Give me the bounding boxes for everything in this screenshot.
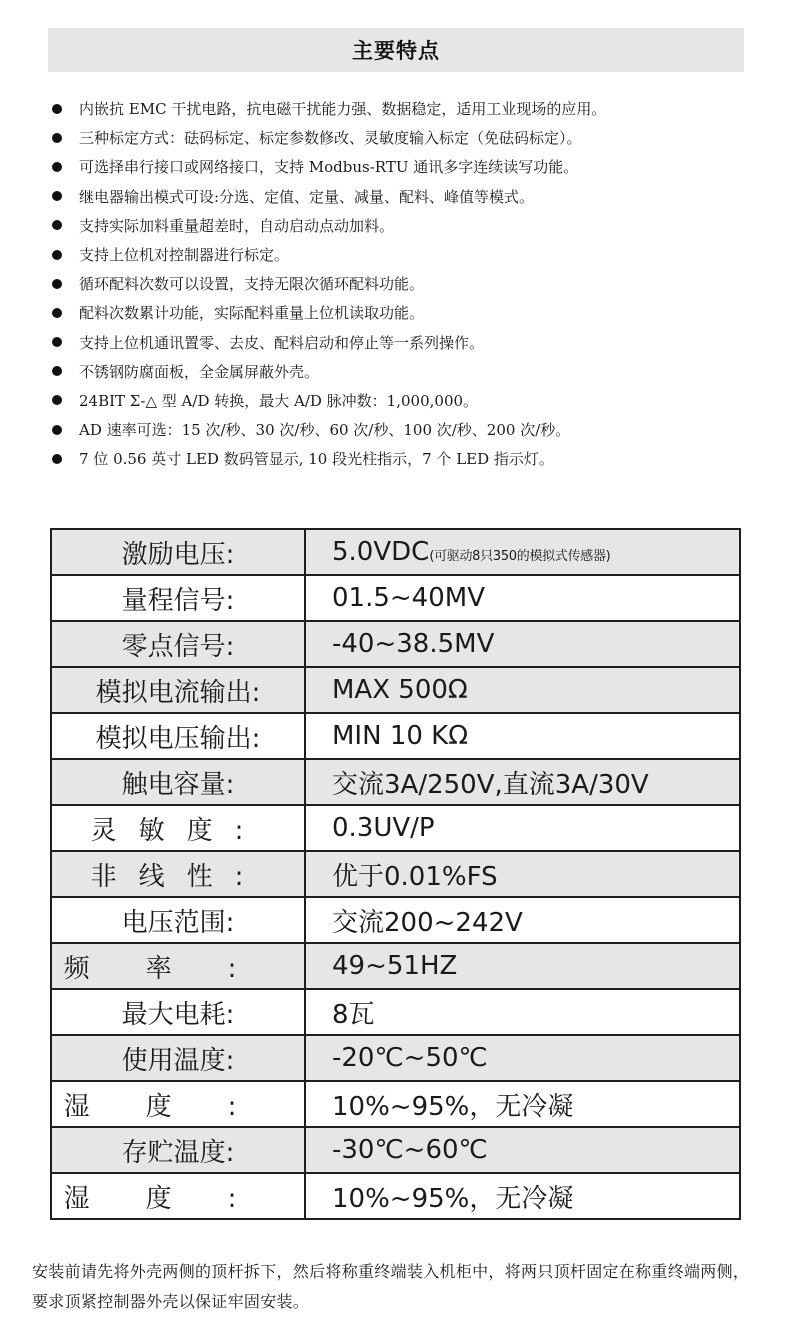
bullet-icon xyxy=(52,308,62,318)
bullet-icon xyxy=(52,337,62,347)
feature-item xyxy=(52,152,772,181)
spec-key-cell xyxy=(51,759,305,805)
spec-value: 10%~95%，无冷凝 xyxy=(332,1183,574,1214)
spec-row xyxy=(51,943,740,989)
spec-key: 最大电耗: xyxy=(121,999,235,1030)
feature-text: 支持实际加料重量超差时，自动启动点动加料。 xyxy=(79,216,395,235)
feature-text: 配料次数累计功能，实际配料重量上位机读取功能。 xyxy=(79,304,425,323)
feature-item xyxy=(52,328,772,357)
bullet-icon xyxy=(52,425,62,435)
spec-key-cell xyxy=(51,667,305,713)
installation-note: 安装前请先将外壳两侧的顶杆拆下，然后将称重终端装入机柜中，将两只顶杆固定在称重终端两侧，要求顶紧控制器外壳以保证牢固安装。 xyxy=(32,1262,750,1311)
spec-key-cell xyxy=(51,1173,305,1219)
feature-item xyxy=(52,211,772,240)
spec-key-cell xyxy=(51,621,305,667)
spec-key: 频率: xyxy=(63,953,293,984)
feature-text: 支持上位机通讯置零、去皮、配料启动和停止等一系列操作。 xyxy=(79,333,485,352)
spec-key-cell xyxy=(51,529,305,575)
spec-value-cell xyxy=(305,1127,740,1173)
feature-list xyxy=(52,94,772,473)
spec-key-cell xyxy=(51,1081,305,1127)
bullet-icon xyxy=(52,133,62,143)
bullet-icon xyxy=(52,162,62,172)
feature-item xyxy=(52,357,772,386)
spec-key-cell xyxy=(51,805,305,851)
spec-value: 交流3A/250V,直流3A/30V xyxy=(332,769,649,800)
feature-item xyxy=(52,298,772,327)
spec-value-cell xyxy=(305,1035,740,1081)
spec-key: 湿度: xyxy=(63,1091,293,1122)
feature-item xyxy=(52,240,772,269)
feature-item xyxy=(52,386,772,415)
spec-key-cell xyxy=(51,943,305,989)
spec-value: 优于0.01%FS xyxy=(332,861,498,892)
feature-item xyxy=(52,415,772,444)
spec-row xyxy=(51,897,740,943)
spec-value-cell xyxy=(305,851,740,897)
section-title: 主要特点 xyxy=(352,39,440,63)
spec-key: 存贮温度: xyxy=(121,1137,235,1168)
spec-value: 01.5~40MV xyxy=(332,583,485,613)
spec-value-cell xyxy=(305,529,740,575)
spec-key: 灵敏度: xyxy=(90,815,266,846)
spec-key-cell xyxy=(51,713,305,759)
spec-value: -20℃~50℃ xyxy=(332,1043,488,1073)
spec-value-cell xyxy=(305,759,740,805)
spec-key-cell xyxy=(51,1127,305,1173)
feature-text: 支持上位机对控制器进行标定。 xyxy=(79,246,290,265)
section-header-bar xyxy=(48,28,744,72)
spec-value-cell xyxy=(305,897,740,943)
spec-key: 非线性: xyxy=(90,861,266,892)
spec-value: -40~38.5MV xyxy=(332,629,495,659)
feature-text: 继电器输出模式可设:分选、定值、定量、减量、配料、峰值等模式。 xyxy=(79,187,535,206)
spec-value: 5.0VDC xyxy=(332,537,430,567)
spec-row xyxy=(51,989,740,1035)
spec-row xyxy=(51,713,740,759)
spec-key: 量程信号: xyxy=(121,585,235,616)
spec-row xyxy=(51,1173,740,1219)
bullet-icon xyxy=(52,395,62,405)
bullet-icon xyxy=(52,366,62,376)
spec-row xyxy=(51,1127,740,1173)
spec-value: 交流200~242V xyxy=(332,907,523,938)
spec-value-cell xyxy=(305,621,740,667)
spec-key: 模拟电压输出: xyxy=(95,723,261,754)
spec-value-cell xyxy=(305,667,740,713)
feature-text: 不锈钢防腐面板，全金属屏蔽外壳。 xyxy=(79,362,320,381)
spec-key-cell xyxy=(51,989,305,1035)
spec-value-cell xyxy=(305,805,740,851)
spec-row xyxy=(51,621,740,667)
bullet-icon xyxy=(52,250,62,260)
spec-key: 模拟电流输出: xyxy=(95,677,261,708)
spec-value: MIN 10 KΩ xyxy=(332,721,469,751)
spec-row xyxy=(51,851,740,897)
spec-key-cell xyxy=(51,575,305,621)
bullet-icon xyxy=(52,279,62,289)
spec-value-cell xyxy=(305,1081,740,1127)
spec-row xyxy=(51,759,740,805)
spec-row xyxy=(51,667,740,713)
spec-table xyxy=(50,528,741,1220)
feature-item xyxy=(52,444,772,473)
bullet-icon xyxy=(52,104,62,114)
spec-value-cell xyxy=(305,1173,740,1219)
spec-key: 使用温度: xyxy=(121,1045,235,1076)
feature-text: 循环配料次数可以设置，支持无限次循环配料功能。 xyxy=(79,275,425,294)
spec-value-note: (可驱动8只350的模拟式传感器) xyxy=(429,549,611,564)
spec-value-cell xyxy=(305,989,740,1035)
spec-row xyxy=(51,1035,740,1081)
feature-text: 三种标定方式：砝码标定、标定参数修改、灵敏度输入标定（免砝码标定）。 xyxy=(79,129,582,148)
spec-key: 激励电压: xyxy=(121,539,235,570)
spec-value: -30℃~60℃ xyxy=(332,1135,488,1165)
feature-item xyxy=(52,182,772,211)
spec-value: 49~51HZ xyxy=(332,951,458,981)
spec-value-cell xyxy=(305,943,740,989)
bullet-icon xyxy=(52,454,62,464)
feature-text: 内嵌抗 EMC 干扰电路，抗电磁干扰能力强、数据稳定，适用工业现场的应用。 xyxy=(79,100,607,119)
spec-key-cell xyxy=(51,1035,305,1081)
spec-key: 湿度: xyxy=(63,1183,293,1214)
feature-text: 7 位 0.56 英寸 LED 数码管显示, 10 段光柱指示，7 个 LED 指示灯。 xyxy=(79,450,554,469)
spec-value-cell xyxy=(305,713,740,759)
feature-text: 24BIT Σ-△ 型 A/D 转换，最大 A/D 脉冲数：1,000,000。 xyxy=(79,391,479,410)
feature-item xyxy=(52,123,772,152)
spec-row xyxy=(51,575,740,621)
spec-value: 0.3UV/P xyxy=(332,813,435,843)
spec-value: MAX 500Ω xyxy=(332,675,468,705)
spec-value: 10%~95%，无冷凝 xyxy=(332,1091,574,1122)
spec-key: 电压范围: xyxy=(121,907,235,938)
spec-key-cell xyxy=(51,897,305,943)
feature-text: AD 速率可选：15 次/秒、30 次/秒、60 次/秒、100 次/秒、200 次/秒。 xyxy=(79,421,571,440)
feature-item xyxy=(52,269,772,298)
spec-row xyxy=(51,805,740,851)
spec-value: 8瓦 xyxy=(332,999,375,1030)
feature-text: 可选择串行接口或网络接口，支持 Modbus-RTU 通讯多字连续读写功能。 xyxy=(79,158,579,177)
bullet-icon xyxy=(52,191,62,201)
spec-key-cell xyxy=(51,851,305,897)
bullet-icon xyxy=(52,220,62,230)
spec-value-cell xyxy=(305,575,740,621)
spec-key: 零点信号: xyxy=(121,631,235,662)
spec-key: 触电容量: xyxy=(121,769,235,800)
spec-row xyxy=(51,1081,740,1127)
feature-item xyxy=(52,94,772,123)
spec-row xyxy=(51,529,740,575)
